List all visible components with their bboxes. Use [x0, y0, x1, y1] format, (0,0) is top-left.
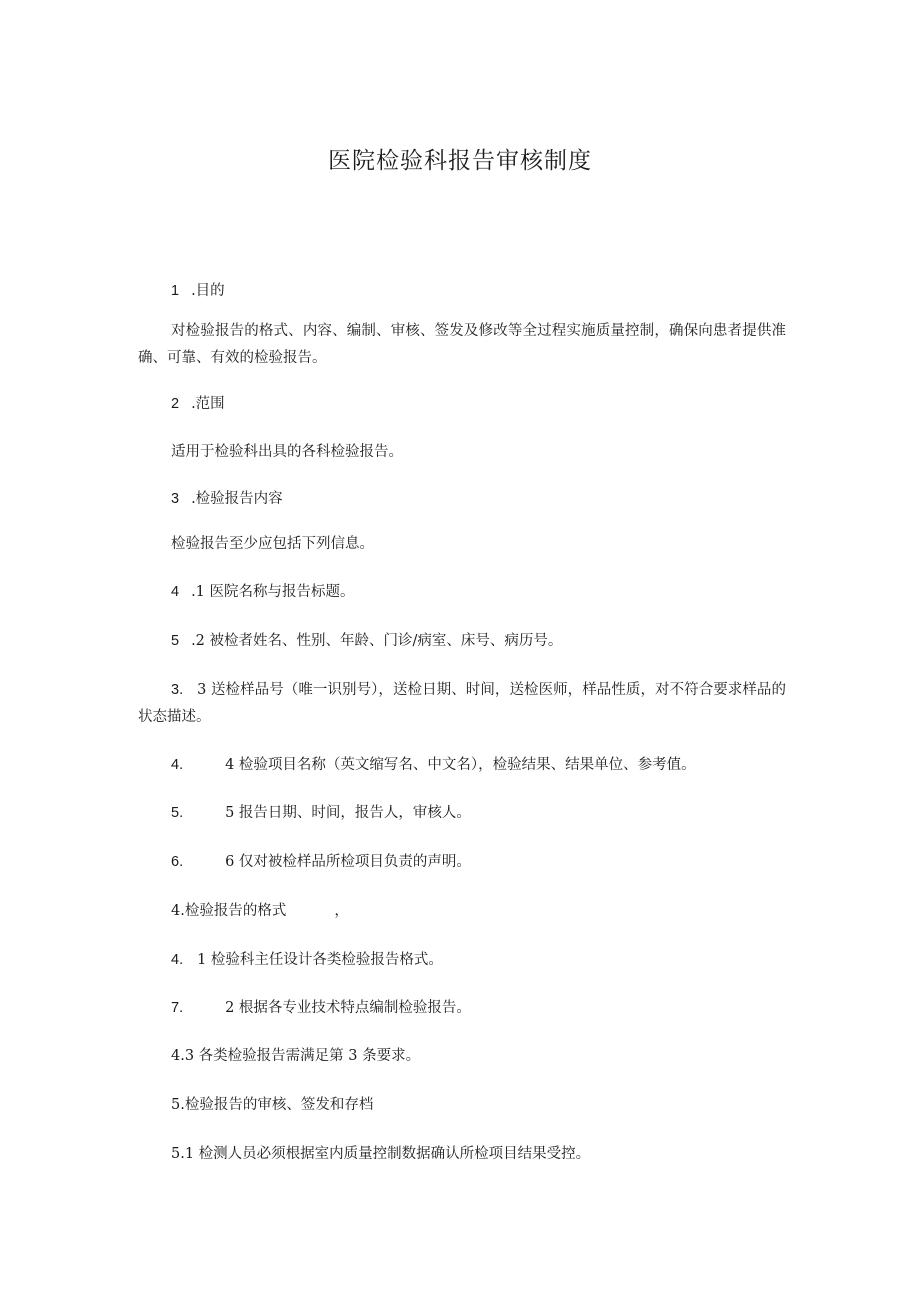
- item-5-1: 5.1 检测人员必须根据室内质量控制数据确认所检项目结果受控。: [171, 1146, 591, 1162]
- section-2-body: 适用于检验科出具的各科检验报告。: [171, 444, 403, 460]
- item-text: 2 根据各专业技术特点编制检验报告。: [225, 1000, 471, 1016]
- item-number: 4.: [171, 757, 184, 773]
- item-number: 4.: [171, 952, 184, 968]
- item-number: 6.: [171, 854, 184, 870]
- section-5-heading: 5.检验报告的审核、签发和存档: [171, 1097, 374, 1113]
- item-3-4: [171, 753, 696, 777]
- stray-comma: ，: [334, 903, 349, 919]
- item-4-2: [171, 996, 471, 1020]
- item-3-1: [171, 580, 355, 604]
- section-2-heading: [171, 392, 225, 416]
- section-4-heading: [171, 899, 349, 923]
- section-number: 2: [171, 396, 180, 412]
- item-number: 3.: [171, 682, 184, 698]
- document-title: 医院检验科报告审核制度: [328, 148, 592, 174]
- section-heading-text: .目的: [191, 283, 225, 299]
- item-4-1: [171, 948, 443, 972]
- item-4-3: 4.3 各类检验报告需满足第 3 条要求。: [171, 1048, 421, 1064]
- section-heading-text: .检验报告内容: [191, 491, 283, 507]
- section-3-body: 检验报告至少应包括下列信息。: [171, 536, 374, 552]
- section-number: 3: [171, 491, 180, 507]
- section-number: 1: [171, 283, 180, 299]
- item-3-3: [138, 677, 786, 731]
- item-text: .1 医院名称与报告标题。: [191, 584, 355, 600]
- item-text: 6 仅对被检样品所检项目负责的声明。: [225, 854, 471, 870]
- item-text: 1 检验科主任设计各类检验报告格式。: [197, 952, 443, 968]
- item-text: 5 报告日期、时间，报告人，审核人。: [225, 805, 471, 821]
- item-text: 3 送检样品号（唯一识别号），送检日期、时间，送检医师，样品性质，对不符合要求样品的状态描述。: [138, 682, 786, 725]
- item-number: 4: [171, 584, 180, 600]
- item-number: 5: [171, 633, 180, 649]
- item-3-6: [171, 850, 471, 874]
- section-heading-text: 4.检验报告的格式: [171, 903, 287, 919]
- item-3-2: [171, 629, 562, 653]
- section-1-body: 对检验报告的格式、内容、编制、审核、签发及修改等全过程实施质量控制，确保向患者提供准确、可靠、有效的检验报告。: [138, 323, 786, 366]
- item-text: 4 检验项目名称（英文缩写名、中文名），检验结果、结果单位、参考值。: [225, 757, 696, 773]
- item-number: 5.: [171, 805, 184, 821]
- section-1-heading: [171, 279, 225, 303]
- item-number: 7.: [171, 1000, 184, 1016]
- item-text: .2 被检者姓名、性别、年龄、门诊/病室、床号、病历号。: [191, 633, 563, 649]
- section-3-heading: [171, 487, 283, 511]
- section-heading-text: .范围: [191, 396, 225, 412]
- item-3-5: [171, 801, 471, 825]
